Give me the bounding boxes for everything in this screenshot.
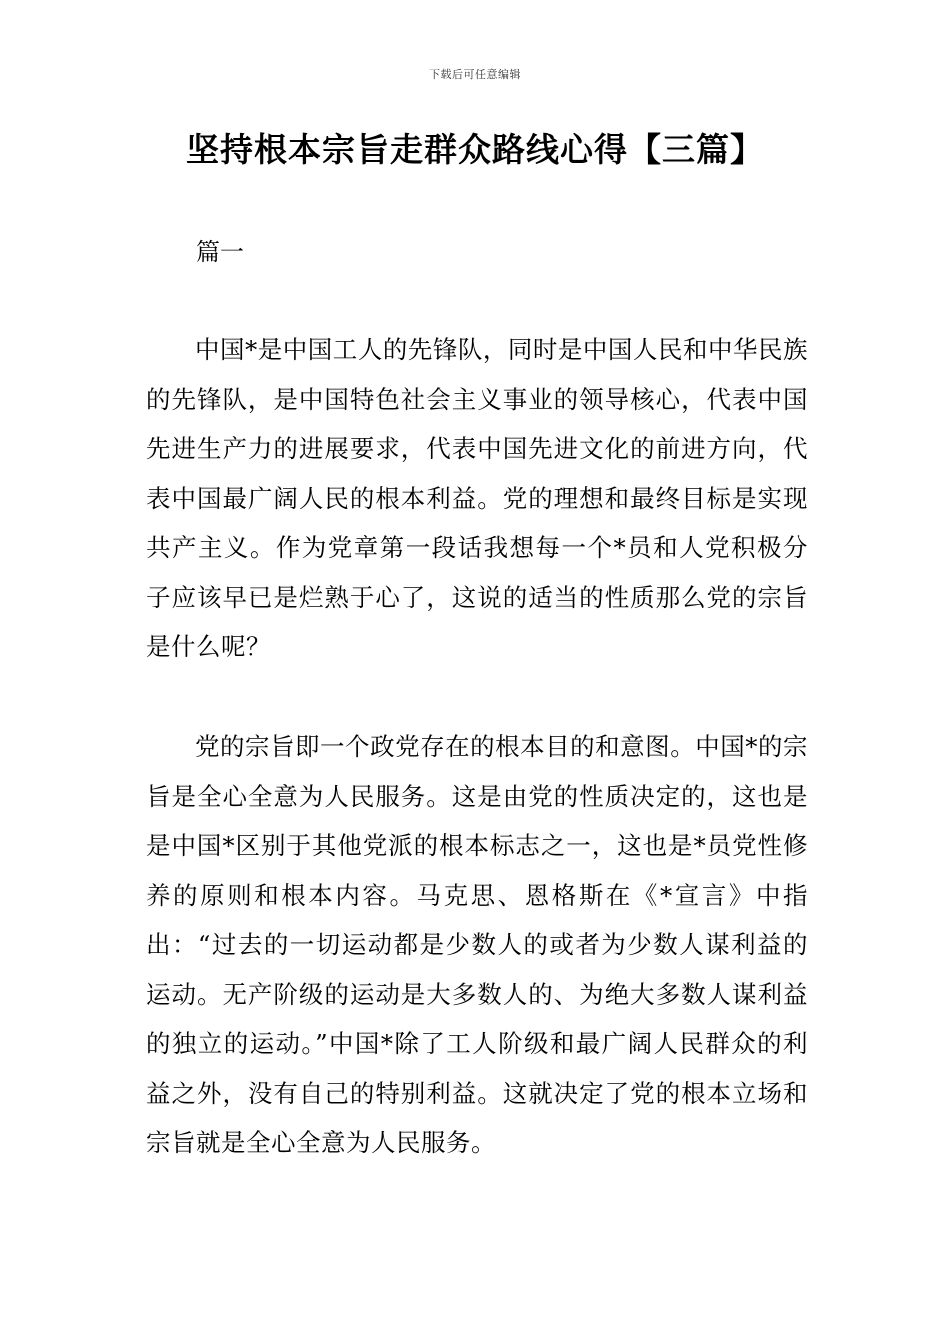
document-title: 坚持根本宗旨走群众路线心得【三篇】 bbox=[186, 130, 764, 169]
section-heading: 篇一 bbox=[196, 238, 244, 266]
paragraph-2: 党的宗旨即一个政党存在的根本目的和意图。中国*的宗旨是全心全意为人民服务。这是由党的性质决定的，这也是是中国*区别于其他党派的根本标志之一，这也是*员党性修养的原则和根本内容。马克思、恩格斯在《*宣言》中指出：“过去的一切运动都是少数人的或者为少数人谋利益的运动。无产阶级的运动是大多数人的、为绝大多数人谋利益的独立的运动。”中国*除了工人阶级和最广阔人民群众的利益之外，没有自己的特别利益。这就决定了党的根本立场和宗旨就是全心全意为人民服务。 bbox=[146, 732, 808, 1157]
paragraph-1: 中国*是中国工人的先锋队，同时是中国人民和中华民族的先锋队，是中国特色社会主义事业的领导核心，代表中国先进生产力的进展要求，代表中国先进文化的前进方向，代表中国最广阔人民的根本利益。党的理想和最终目标是实现共产主义。作为党章第一段话我想每一个*员和人党积极分子应该早已是烂熟于心了，这说的适当的性质那么党的宗旨是什么呢？ bbox=[146, 335, 808, 661]
header-note: 下载后可任意编辑 bbox=[429, 68, 521, 81]
